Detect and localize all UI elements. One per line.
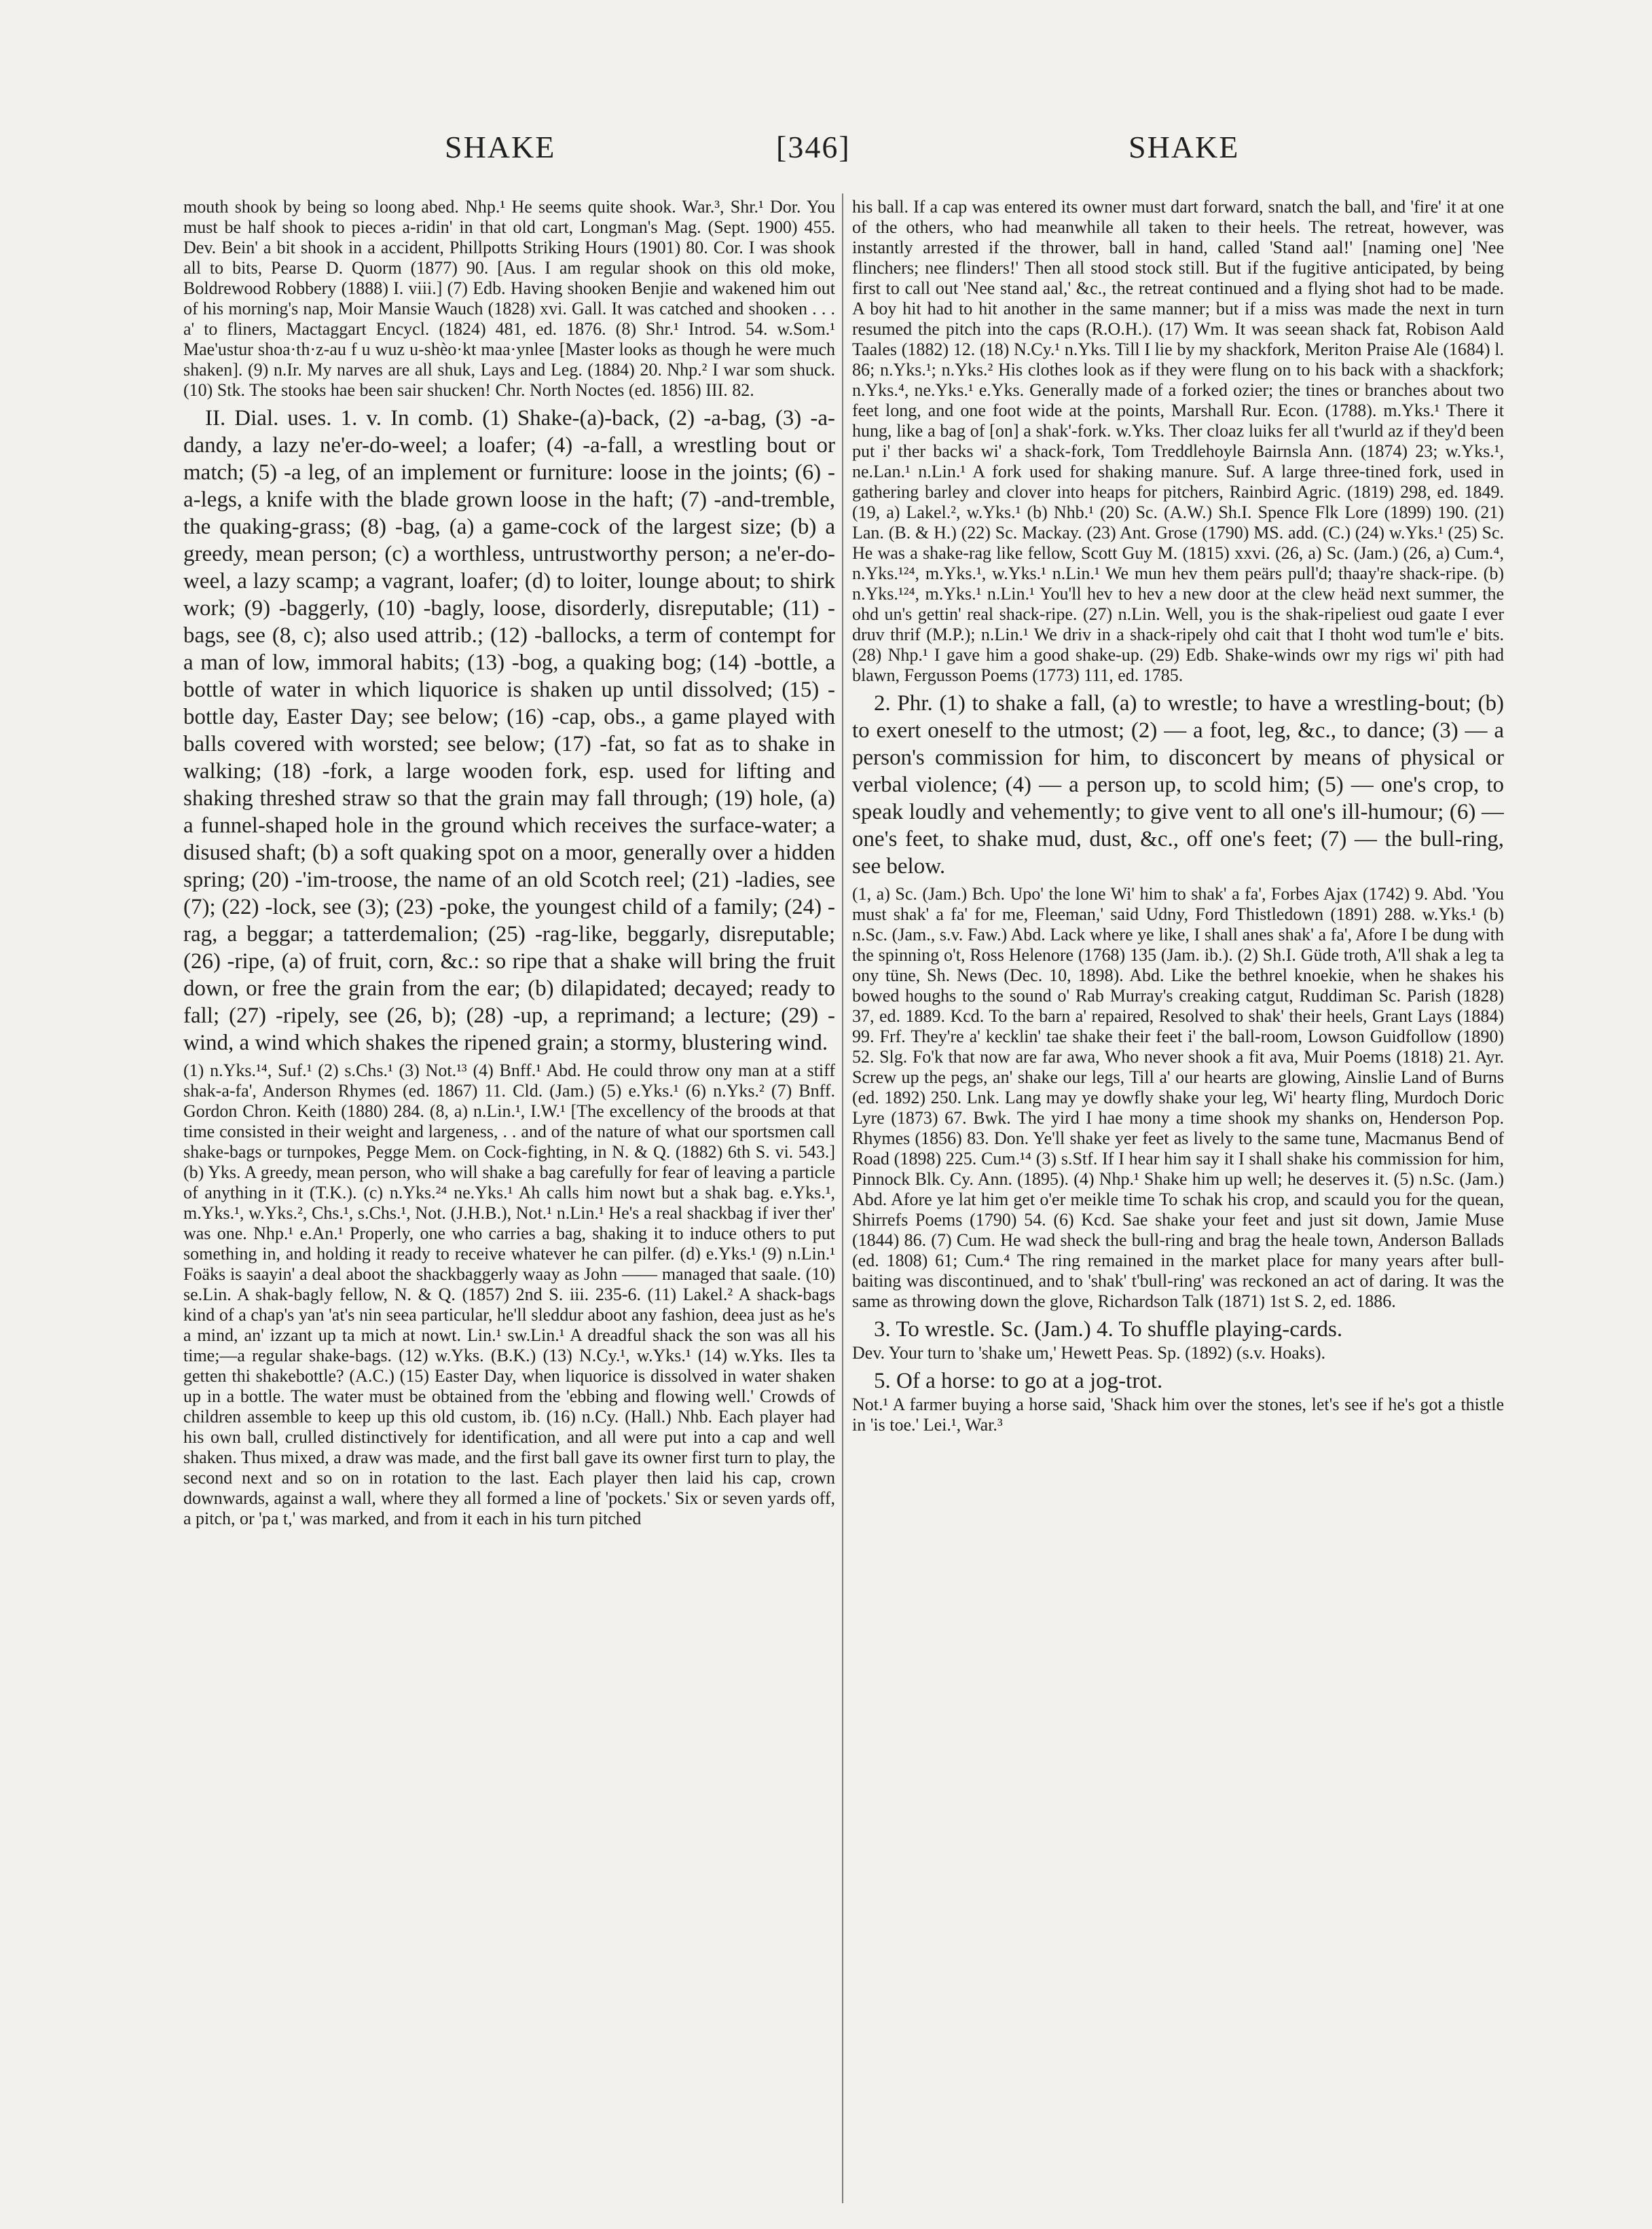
column-divider — [842, 194, 843, 2203]
citation-block: Dev. Your turn to 'shake um,' Hewett Peas. Sp. (1892) (s.v. Hoaks). — [852, 1343, 1326, 1363]
definition-paragraph: 5. Of a horse: to go at a jog-trot. — [874, 1369, 1163, 1393]
running-head-right: SHAKE — [1128, 130, 1240, 164]
citation-block: (1, a) Sc. (Jam.) Bch. Upo' the lone Wi' him to shak' a fa', Forbes Ajax (1742) 9. Abd. 'You must shak' a fa' for me, Fleeman,' said Udny, Ford Thistledown (1891) 288. w.Yks.¹ (b) n.Sc. (Jam., s.v. Faw.) Abd. Lack where ye like, I shall anes shak' a fa', Afore I be dung with the spinning o't, Ross Helenore (1768) 135 (Jam. ib.). (2) Sh.I. Güde troth, A'll shak a leg ta ony tüne, Sh. News (Dec. 10, 1898). Abd. Like the bethrel knoekie, when he shakes his bowed houghs to the sound o' Rab Murray's creaking catgut, Ruddiman Sc. Parish (1828) 37, ed. 1889. Kcd. To the barn a' repaired, Resolved to shak' their heels, Grant Lays (1884) 99. Frf. They're a' kecklin' tae shake their feet i' the ball-room, Lowson Guidfollow (1890) 52. Slg. Fo'k that now are far awa, Who never shook a fit ava, Muir Poems (1818) 21. Ayr. Screw up the pegs, an' shake our legs, Till a' our hearts are glowing, Ainslie Land of Burns (ed. 1892) 250. Lnk. Lang may ye dowfly shake your leg, Wi' hearty fling, Murdoch Doric Lyre (1873) 67. Bwk. The yird I hae mony a time shook my shanks on, Henderson Pop. Rhymes (1856) 83. Don. Ye'll shake yer feet as lively to the same tune, Macmanus Bend of Road (1898) 225. Cum.¹⁴ (3) s.Stf. If I hear him say it I shall shake his commission for him, Pinnock Blk. Cy. Ann. (1895). (4) Nhp.¹ Shake him up well; he deserves it. (5) n.Sc. (Jam.) Abd. Afore ye lat him get o'er meikle time To schak his crop, and scauld you for the quean, Shirrefs Poems (1790) 54. (6) Kcd. Sae shake your feet and just sit down, Jamie Muse (1844) 86. (7) Cum. He wad sheck the bull-ring and brag the heale town, Anderson Ballads (ed. 1808) 61; Cum.⁴ The ring remained in the market place for many years after bull-baiting was discontinued, and to 'shak' t'bull-ring' was reckoned an act of daring. It was the same as throwing down the glove, Richardson Talk (1871) 1st S. 2, ed. 1886. — [852, 884, 1504, 1311]
citation-block: mouth shook by being so loong abed. Nhp.¹ He seems quite shook. War.³, Shr.¹ Dor. You must be half shook to pieces a-ridin' in that old cart, Longman's Mag. (Sept. 1900) 455. Dev. Bein' a bit shook in a accident, Phillpotts Striking Hours (1901) 80. Cor. I was shook all to bits, Pearse D. Quorm (1877) 90. [Aus. I am regular shook on this old moke, Boldrewood Robbery (1888) I. viii.] (7) Edb. Having shooken Benjie and wakened him out of his morning's nap, Moir Mansie Wauch (1828) xvi. Gall. It was catched and shooken . . . a' to fliners, Mactaggart Encycl. (1824) 481, ed. 1876. (8) Shr.¹ Introd. 54. w.Som.¹ Mae'ustur shoa·th·z-au f u wuz u-shèo·kt maa·ynlee [Master looks as though he were much shaken]. (9) n.Ir. My narves are all shuk, Lays and Leg. (1884) 20. Nhp.² I war som shuck. (10) Stk. The stooks hae been sair shucken! Chr. North Noctes (ed. 1856) III. 82. — [183, 197, 835, 400]
citation-block: his ball. If a cap was entered its owner must dart forward, snatch the ball, and 'fire' it at one of the others, who had meanwhile all taken to their heels. The retreat, however, was instantly arrested if the thrower, ball in hand, called 'Stand aal!' [naming one] 'Nee flinchers; nee flinders!' Then all stood stock still. But if the fugitive anticipated, by being first to call out 'Nee stand aal,' &c., the retreat continued and a flying shot had to be made. A boy hit had to hit another in the same manner; but if a miss was made the next in turn resumed the pitch into the caps (R.O.H.). (17) Wm. It was seean shack fat, Robison Aald Taales (1882) 12. (18) N.Cy.¹ n.Yks. Till I lie by my shackfork, Meriton Praise Ale (1684) l. 86; n.Yks.¹; n.Yks.² His clothes look as if they were flung on to his back with a shackfork; n.Yks.⁴, ne.Yks.¹ e.Yks. Generally made of a forked ozier; the tines or branches about two feet long, and one foot wide at the points, Marshall Rur. Econ. (1788). m.Yks.¹ There it hung, like a bag of [on] a shak'-fork. w.Yks. Ther cloaz luiks fer all t'wurld az if they'd been put i' ther backs wi' a shack-fork, Tom Treddlehoyle Bairnsla Ann. (1874) 23; w.Yks.¹, ne.Lan.¹ n.Lin.¹ A fork used for shaking manure. Suf. A large three-tined fork, used in gathering barley and clover into heaps for pitchers, Rainbird Agric. (1819) 298, ed. 1849. (19, a) Lakel.², w.Yks.¹ (b) Nhb.¹ (20) Sc. (A.W.) Sh.I. Spence Flk Lore (1899) 190. (21) Lan. (B. & H.) (22) Sc. Mackay. (23) Ant. Grose (1790) MS. add. (C.) (24) w.Yks.¹ (25) Sc. He was a shake-rag like fellow, Scott Guy M. (1815) xxvi. (26, a) Sc. (Jam.) (26, a) Cum.⁴, n.Yks.¹²⁴, m.Yks.¹, w.Yks.¹ n.Lin.¹ We mun hev them peärs pull'd; thaay're shack-ripe. (b) n.Yks.¹²⁴, m.Yks.¹ n.Lin.¹ You'll hev to hev a new door at the clew heäd next summer, the ohd un's gettin' real shack-ripe. (27) n.Lin. Well, you is the shak-ripeliest oud gaate I ever druv thrif (M.P.); n.Lin.¹ We driv in a shack-ripely ohd cait that I thoht wod tum'le e' bits. (28) Nhp.¹ I gave him a good shake-up. (29) Edb. Shake-winds owr my rigs wi' pith had blawn, Fergusson Poems (1773) 111, ed. 1785. — [852, 197, 1504, 685]
definition-paragraph: 2. Phr. (1) to shake a fall, (a) to wrestle; to have a wrestling-bout; (b) to exert oneself to the utmost; (2) — a foot, leg, &c., to dance; (3) — a person's commission for him, to disconcert by means of physical or verbal violence; (4) — a person up, to scold him; (5) — one's crop, to speak loudly and vehemently; to give vent to all one's ill-humour; (6) — one's feet, to shake mud, dust, &c., off one's feet; (7) — the bull-ring, see below. — [852, 691, 1504, 879]
page-header — [0, 129, 1652, 183]
definition-paragraph: II. Dial. uses. 1. v. In comb. (1) Shake-(a)-back, (2) -a-bag, (3) -a-dandy, a lazy ne'er-do-weel; a loafer; (4) -a-fall, a wrestling bout or match; (5) -a leg, of an implement or furniture: loose in the joints; (6) -a-legs, a knife with the blade grown loose in the haft; (7) -and-tremble, the quaking-grass; (8) -bag, (a) a game-cock of the largest size; (b) a greedy, mean person; (c) a worthless, untrustworthy person; a ne'er-do-weel, a lazy scamp; a vagrant, loafer; (d) to loiter, lounge about; to shirk work; (9) -baggerly, (10) -bagly, loose, disorderly, disreputable; (11) -bags, see (8, c); also used attrib.; (12) -ballocks, a term of contempt for a man of low, immoral habits; (13) -bog, a quaking bog; (14) -bottle, a bottle of water in which liquorice is shaken up until dissolved; (15) -bottle day, Easter Day; see below; (16) -cap, obs., a game played with balls covered with worsted; see below; (17) -fat, so fat as to shake in walking; (18) -fork, a large wooden fork, esp. used for lifting and shaking threshed straw so that the grain may fall through; (19) hole, (a) a funnel-shaped hole in the ground which receives the surface-water; a disused shaft; (b) a soft quaking spot on a moor, generally over a hidden spring; (20) -'im-troose, the name of an old Scotch reel; (21) -ladies, see (7); (22) -lock, see (3); (23) -poke, the youngest child of a family; (24) -rag, a beggar; a tatterdemalion; (25) -rag-like, beggarly, disreputable; (26) -ripe, (a) of fruit, corn, &c.: so ripe that a shake will bring the fruit down, or free the grain from the ear; (b) dilapidated; decayed; ready to fall; (27) -ripely, see (26, b); (28) -up, a reprimand; a lecture; (29) -wind, a wind which shakes the ripened grain; a stormy, blustering wind. — [183, 406, 835, 1055]
page-number: [346] — [776, 130, 851, 164]
left-column — [183, 197, 835, 2220]
right-column — [852, 197, 1504, 1758]
running-head-left: SHAKE — [445, 130, 556, 164]
citation-block: (1) n.Yks.¹⁴, Suf.¹ (2) s.Chs.¹ (3) Not.¹³ (4) Bnff.¹ Abd. He could throw ony man at a stiff shak-a-fa', Anderson Rhymes (ed. 1867) 11. Cld. (Jam.) (5) e.Yks.¹ (6) n.Yks.² (7) Bnff. Gordon Chron. Keith (1880) 284. (8, a) n.Lin.¹, I.W.¹ [The excellency of the broods at that time consisted in their weight and largeness, . . and of the nature of what our sportsmen call shake-bags or turnpokes, Pegge Mem. on Cock-fighting, in N. & Q. (1882) 6th S. vi. 543.] (b) Yks. A greedy, mean person, who will shake a bag carefully for fear of leaving a particle of anything in it (T.K.). (c) n.Yks.²⁴ ne.Yks.¹ Ah calls him nowt but a shak bag. e.Yks.¹, m.Yks.¹, w.Yks.², Chs.¹, s.Chs.¹, Not. (J.H.B.), Not.¹ n.Lin.¹ He's a real shackbag if iver ther' was one. Nhp.¹ e.An.¹ Properly, one who carries a bag, shaking it to induce others to put something in, and holding it ready to receive whatever he can pilfer. (d) e.Yks.¹ (9) n.Lin.¹ Foäks is saayin' a deal aboot the shackbaggerly waay as John —— managed that saale. (10) se.Lin. A shak-bagly fellow, N. & Q. (1857) 2nd S. iii. 235-6. (11) Lakel.² A shack-bags kind of a chap's yan 'at's nin seea particular, he'll sleddur aboot any fashion, deea just as he's a mind, an' izzant up ta mich at nowt. Lin.¹ sw.Lin.¹ A dreadful shack the son was all his time;—a regular shake-bags. (12) w.Yks. (B.K.) (13) N.Cy.¹, w.Yks.¹ (14) w.Yks. Iles ta getten thi shakebottle? (A.C.) (15) Easter Day, when liquorice is dissolved in water shaken up in a bottle. The water must be obtained from the 'ebbing and flowing well.' Crowds of children assemble to keep up this old custom, ib. (16) n.Cy. (Hall.) Nhb. Each player had his own ball, crulled distinctively for identification, and all were put into a cap and well shaken. Thus mixed, a draw was made, and the first ball gave its owner first turn to play, the second next and so on in rotation to the last. Each player then laid his cap, crown downwards, against a wall, where they all formed a line of 'pockets.' Six or seven yards off, a pitch, or 'pa t,' was marked, and from it each in his turn pitched — [183, 1061, 835, 1528]
citation-block: Not.¹ A farmer buying a horse said, 'Shack him over the stones, let's see if he's got a thistle in 'is toe.' Lei.¹, War.³ — [852, 1395, 1504, 1435]
definition-paragraph: 3. To wrestle. Sc. (Jam.) 4. To shuffle playing-cards. — [874, 1317, 1343, 1342]
